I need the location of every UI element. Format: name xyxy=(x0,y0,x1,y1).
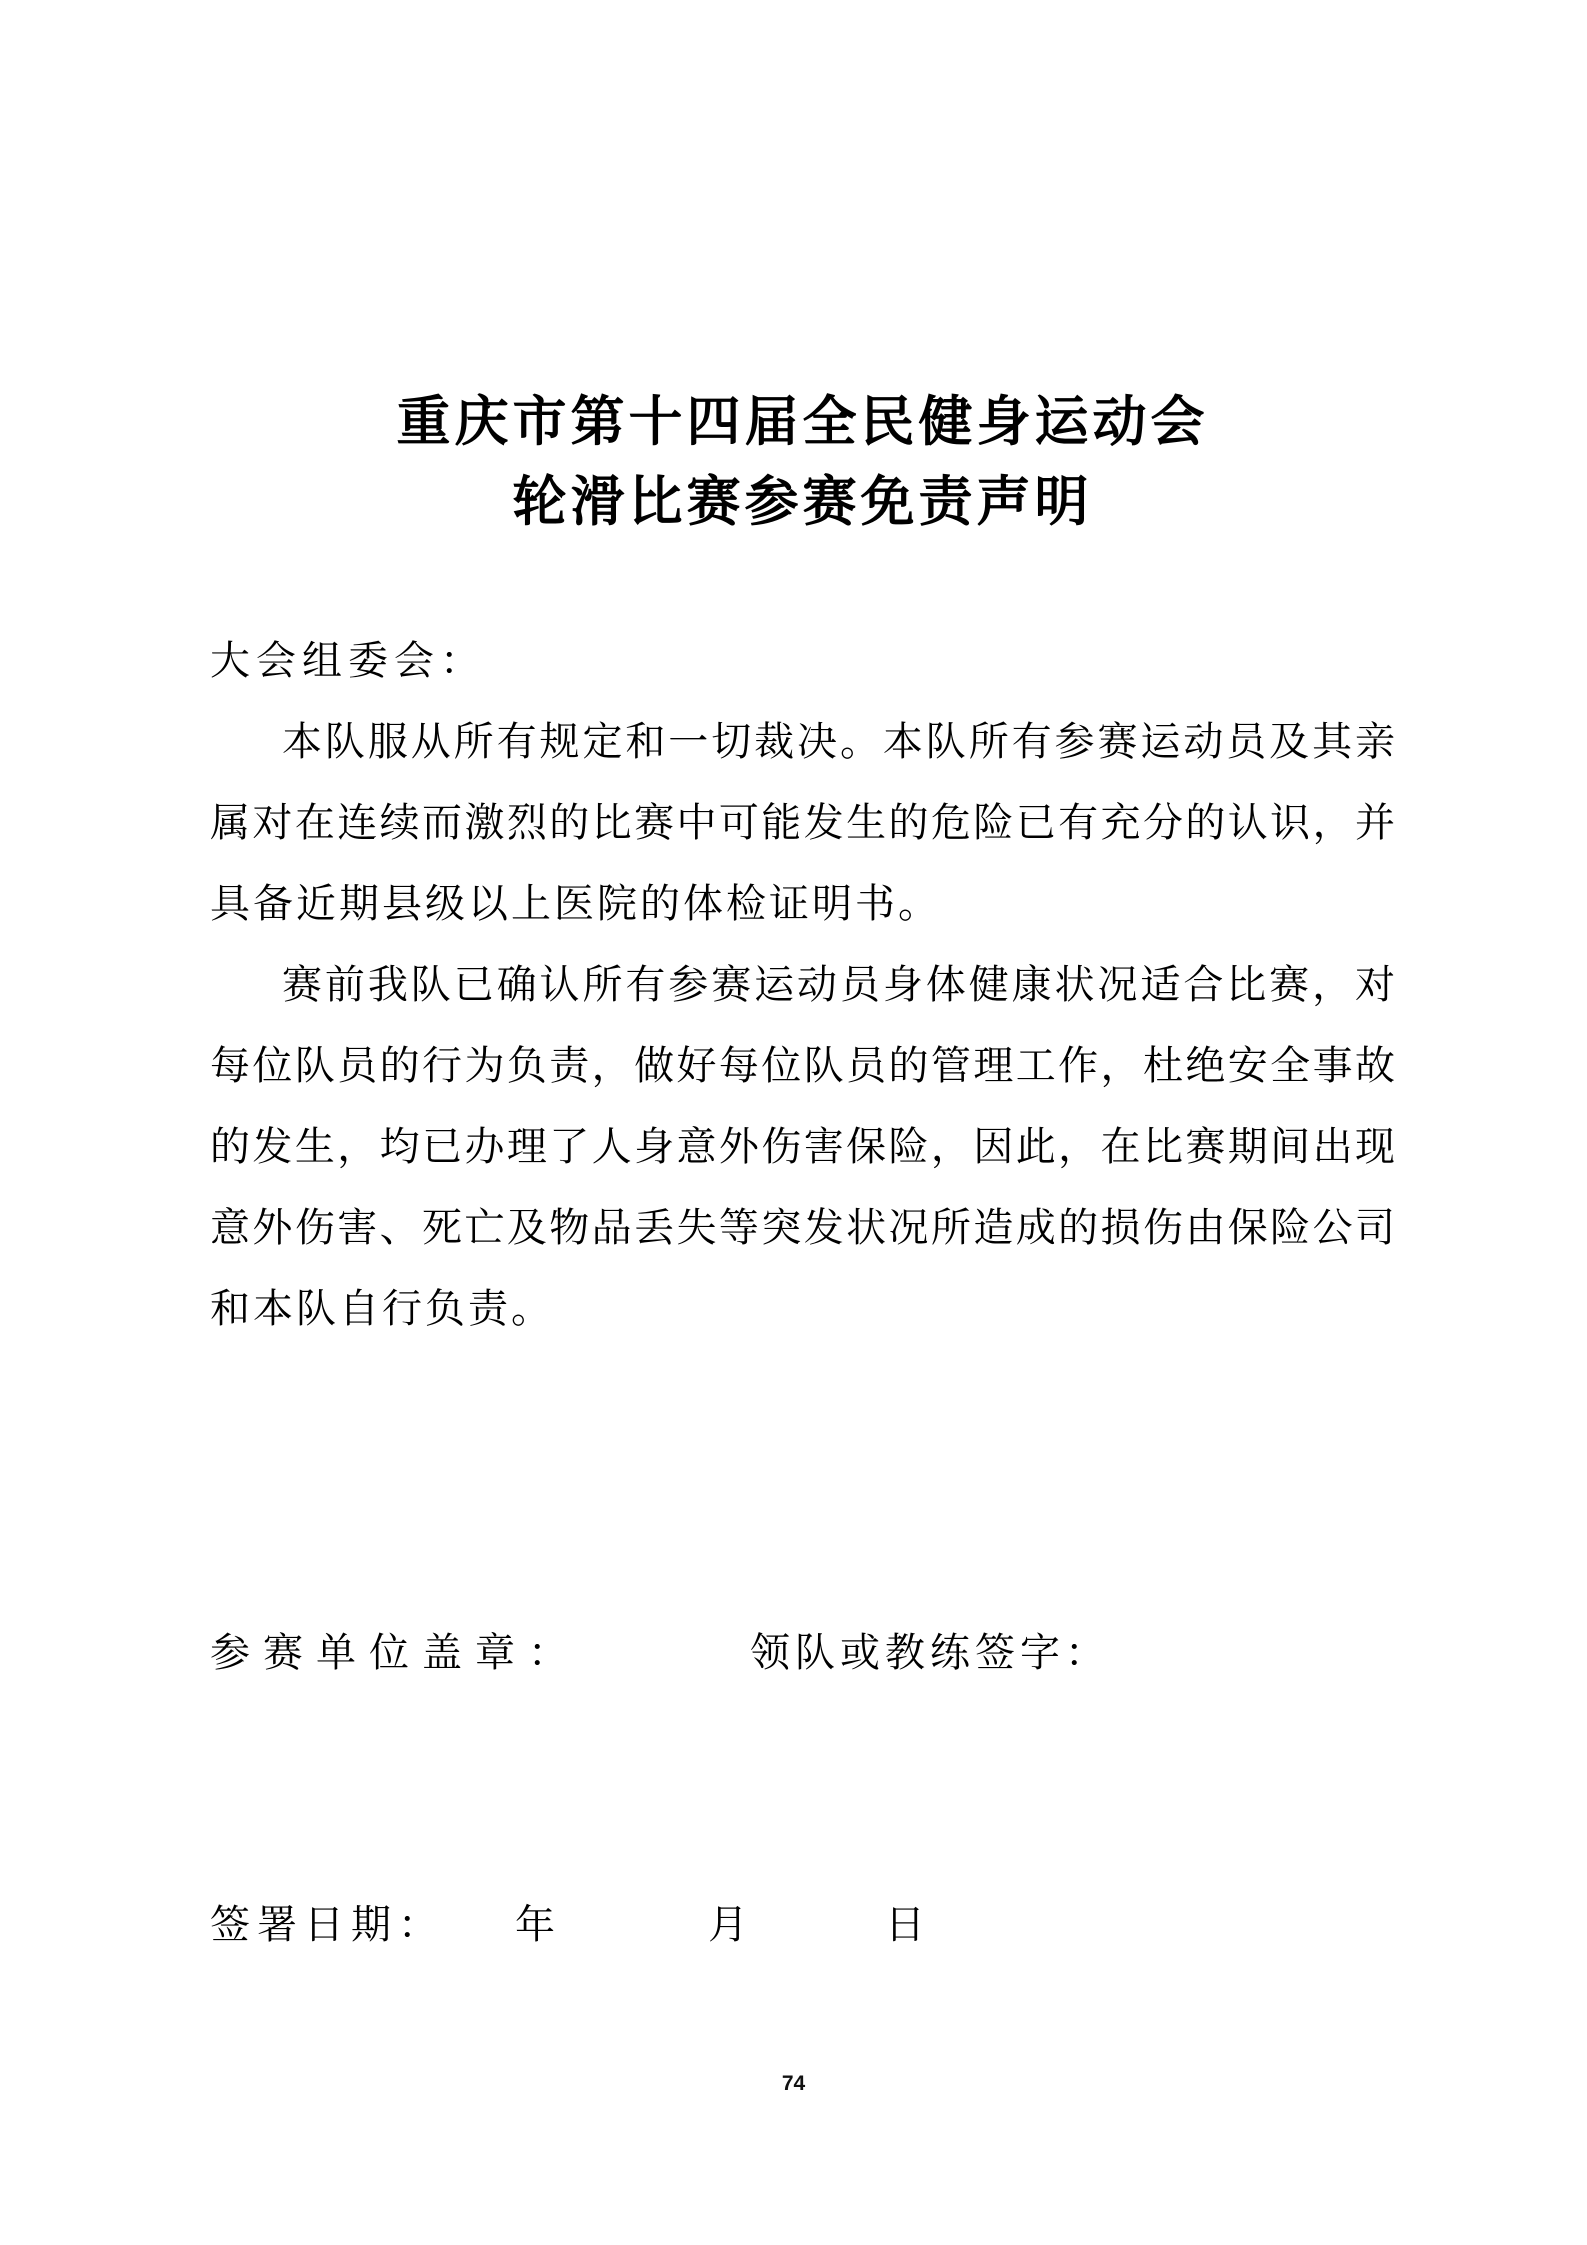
paragraph-2-line-3: 的发生，均已办理了人身意外伤害保险，因此，在比赛期间出现 xyxy=(210,1124,1395,1169)
paragraph-2-line-2: 每位队员的行为负责，做好每位队员的管理工作，杜绝安全事故 xyxy=(210,1043,1395,1088)
salutation-line: 大会组委会： xyxy=(210,638,486,683)
document-title xyxy=(210,382,1395,542)
paragraph-1-line-2: 属对在连续而激烈的比赛中可能发生的危险已有充分的认识，并 xyxy=(210,800,1395,845)
day-label: 日 xyxy=(885,1902,925,1947)
signing-date-label: 签署日期： xyxy=(210,1902,445,1947)
title-line-1: 重庆市第十四届全民健身运动会 xyxy=(396,392,1209,452)
year-label: 年 xyxy=(515,1902,555,1947)
title-line-2: 轮滑比赛参赛免责声明 xyxy=(512,472,1093,532)
signature-row xyxy=(210,1612,1395,1693)
page-number: 74 xyxy=(781,2072,806,2095)
paragraph-1-line-3: 具备近期县级以上医院的体检证明书。 xyxy=(210,881,941,926)
paragraph-1-line-1: 本队服从所有规定和一切裁决。本队所有参赛运动员及其亲 xyxy=(282,719,1395,764)
month-label: 月 xyxy=(708,1902,748,1947)
unit-stamp-label: 参赛单位盖章： xyxy=(210,1630,581,1675)
document-body xyxy=(210,620,1395,1349)
leader-signature-label: 领队或教练签字： xyxy=(750,1630,1110,1675)
paragraph-2-line-4: 意外伤害、死亡及物品丢失等突发状况所造成的损伤由保险公司 xyxy=(210,1205,1395,1250)
paragraph-2-line-5: 和本队自行负责。 xyxy=(210,1286,554,1331)
signing-date-row xyxy=(210,1884,1395,1965)
paragraph-2-line-1: 赛前我队已确认所有参赛运动员身体健康状况适合比赛，对 xyxy=(282,962,1395,1007)
